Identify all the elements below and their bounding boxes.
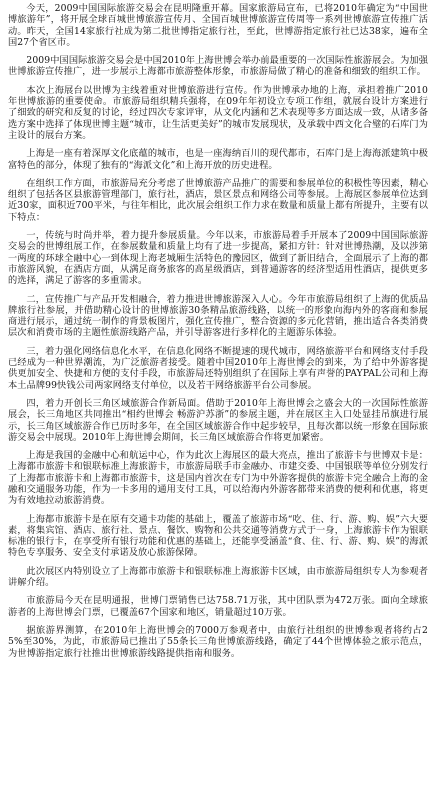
paragraph-card-area: 此次展区内特别设立了上海都市旅游卡和银联标准上海旅游卡区域，由市旅游局组织专人为参观者讲解介绍。 xyxy=(8,565,428,589)
paragraph-organization: 在组织工作方面，市旅游局充分考虑了世博旅游产品推广的需要和参展单位的积极性等因素，精心组织了包括各区县旅游管理部门，旅行社，酒店，景区景点和网络公司等参展。上海展区参展单位达到近30家，面积近700平米，与往年相比，此次展会组织工作力求在数量和质量上都有所提升，主要有以下特点： xyxy=(8,177,428,223)
paragraph-point-three: 三，着力强化网络信息化水平，在信息化网络不断提速的现代城市，网络旅游平台和网络支付手段已经成为一种世界潮流，为广泛旅游者接受。随着中国2010年上海世博会的到来，为了给中外游客提供更加安全、快捷和方便的支付手段，市旅游局还特别组织了在国际上享有声誉的PAYPAL公司和上海本土品牌99快钱公司两家网络支付单位，以及若干网络旅游平台公司参展。 xyxy=(8,345,428,391)
paragraph-travel-card: 上海是我国的金融中心和航运中心，作为此次上海展区的最大亮点，推出了旅游卡与世博双卡是：上海都市旅游卡和银联标准上海旅游卡，市旅游局联手市金融办、市建交委、中国银联等单位分别发行了上海都市旅游卡和上海都市旅游卡，这是国内首次在专门为中外游客提供的旅游卡完全融合上海的金融和交通服务功能，作为一卡多用的通用支付工具，可以给海内外游客都带来消费的便利和优惠，将更为有效地拉动旅游消费。 xyxy=(8,450,428,507)
paragraph-shikumen: 上海是一座有着深厚文化底蕴的城市，也是一座海纳百川的现代都市，石库门是上海海派建筑中极富特色的部分，体现了独有的“海派文化”和上海开放的历史进程。 xyxy=(8,148,428,171)
paragraph-card-features: 上海都市旅游卡是在原有交通卡功能的基础上，覆盖了旅游市场“吃、住、行、游、购、娱”六大要素，将集宾馆、酒店、旅行社、景点、餐饮、购物和公共交通等消费方式于一身，上海旅游卡作为银联标准的银行卡，在享受所有银行功能和优惠的基础上，还能享受涵盖“食、住、行、游、购、娱”的海派特色专享服务、安全支付承诺及放心旅游保障。 xyxy=(8,513,428,559)
paragraph-booth-design: 本次上海展台以世博为主线着重对世博旅游进行宣传。作为世博承办地的上海，承担着推广2010年世博旅游的重要使命。市旅游局组织精兵强将，在09年年初设立专项工作组，就展台设计方案进行了细致的研究和反复的讨论，经过四次专家评审，从文化内涵和艺术表现等多方面达成一致，从诸多备选方案中选择了体现世博主题“城市，让生活更美好”的城市发展现状，及承载中西文化合璧的石库门为主设计的展台方案。 xyxy=(8,84,428,141)
paragraph-point-four: 四，着力开创长三角区域旅游合作新局面。借助于2010年上海世博会之盛会大的一次国际性旅游展会，长三角地区共同推出“相约世博会 畅游沪苏浙”的参展主题，并在展区主入口处显挂吊旗进行展示，长三角区域旅游合作已历时多年，在全国区域旅游合作中起步较早，且每次都以统一形象在国际旅游交易会中展现。2010年上海世博会期间，长三角区域旅游合作将更加紧密。 xyxy=(8,397,428,443)
paragraph-intro: 今天，2009中国国际旅游交易会在昆明隆重开幕。国家旅游局宣布，已将2010年确定为“中国世博旅游年”，将开展全球百城世博旅游宣传月、全国百城世博旅游宣传周等一系列世博旅游宣传推广活动。昨天，全国14家旅行社成为第二批世博指定旅行社，至此，世博游指定旅行社已达38家，遍布全国27个省区市。 xyxy=(8,3,428,48)
paragraph-point-two: 二，宣传推广与产品开发相融合，着力推进世博旅游深入人心。今年市旅游局组织了上海的优质品牌旅行社参展，并借助精心设计的世博旅游30条精品旅游线路，以统一的形象向海内外的客商和参展商进行展示，通过统一制作的背景板图片，强化宣传推广，整合资源的多元化营销，推出适合各类消费层次和消费市场的主题性旅游线路产品，并引导游客进行多样化的主题游乐体验。 xyxy=(8,293,428,339)
paragraph-visitor-estimate: 据旅游界测算，在2010年上海世博会的7000万参观者中，由旅行社组织的世博参观者将约占25%至30%，为此，市旅游局已推出了55条长三角世博旅游线路，确定了44个世博体验之旅示范点，为世博游指定旅行社推出世博旅游线路提供指南和服务。 xyxy=(8,624,428,659)
paragraph-expo-overview: 2009中国国际旅游交易会是中国2010年上海世博会举办前最重要的一次国际性旅游展会。为加强世博旅游宣传推广，进一步展示上海都市旅游整体形象，市旅游局做了精心的准备和细致的组织工作。 xyxy=(8,55,428,78)
paragraph-point-one: 一，传统与时尚并举，着力提升参展质量。今年以来，市旅游局着手开展本了2009中国国际旅游交易会的世博组展工作，在参展数量和质量上均有了进一步提高，紧扣方针：针对世博热潮，及以涉第一两度的环球全融中心一到体现上海老城厢生活特色的豫园区，做到了新旧结合，全面展示了上海的都市旅游风貌，在酒店方面，从满足商务旅客的高星级酒店，到普通游客的经济型适用性酒店，提供更多的选择，满足了游客的多重需求。 xyxy=(8,230,428,287)
paragraph-ticket-sales: 市旅游局今天在昆明通报，世博门票销售已达758.71万张，其中团队票为472万张。面向全球旅游者的上海世博会门票，已覆盖67个国家和地区，销量超过10万张。 xyxy=(8,595,428,618)
